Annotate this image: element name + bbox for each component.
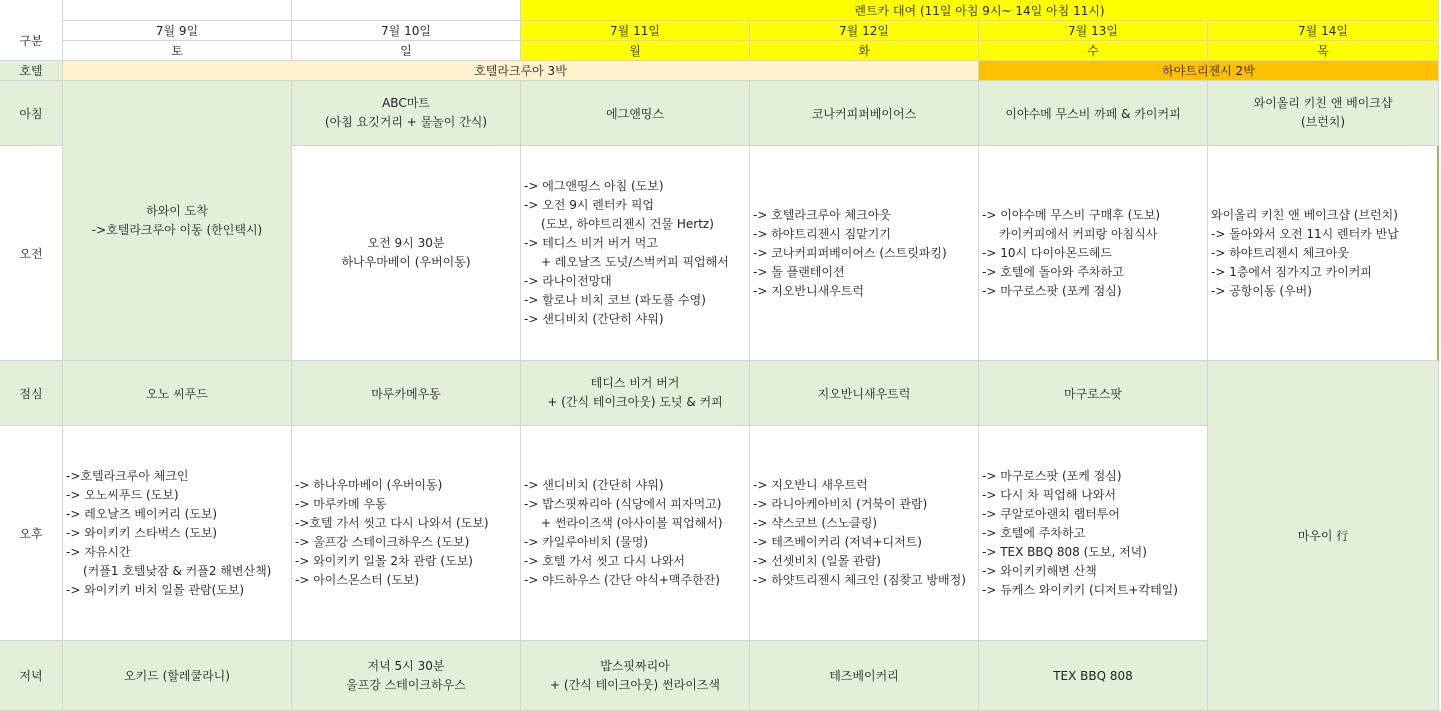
morning-day3[interactable]: -> 에그앤띵스 아침 (도보) -> 오전 9시 렌터카 픽업 (도보, 하야트리젠시 건물 Hertz) -> 테디스 비거 버거 먹고 + 레오날즈 도넛/스벅커피 픽업해서 -> 라나이전망대 -> 할로나 비치 코브 (파도풀 수영) -> 샌디비치 (간단히 샤워)	[521, 146, 750, 361]
morning-day4[interactable]: -> 호텔라크루아 체크아웃 -> 하야트리젠시 짐맡기기 -> 코나커피퍼베이어스 (스트릿파킹) -> 돌 플랜테이션 -> 지오반니새우트럭	[750, 146, 979, 361]
morning-day2[interactable]: 오전 9시 30분 하나우마베이 (우버이동)	[292, 146, 521, 361]
afternoon-day2[interactable]: -> 하나우마베이 (우버이동) -> 마루카메 우동 ->호텔 가서 씻고 다시 나와서 (도보) -> 울프강 스테이크하우스 (도보) -> 와이키키 일몰 2차 관람 (도보) -> 아이스몬스터 (도보)	[292, 426, 521, 641]
lunch-day5[interactable]: 마구로스팟	[979, 361, 1208, 426]
dow-day3[interactable]: 월	[521, 41, 750, 61]
lunch-day4[interactable]: 지오반니새우트럭	[750, 361, 979, 426]
hotel-first[interactable]: 호텔라크루아 3박	[63, 61, 979, 81]
afternoon-day4[interactable]: -> 지오반니 새우트럭 -> 라니아케아비치 (거북이 관람) -> 샥스코브 (스노클링) -> 테즈베이커리 (저녁+디저트) -> 선셋비치 (일몰 관람) -> 하얏트리젠시 체크인 (짐찾고 방배정)	[750, 426, 979, 641]
gubun-label-top[interactable]	[0, 4, 63, 21]
date-day3[interactable]: 7월 11일	[521, 21, 750, 41]
hotel-label[interactable]: 호텔	[0, 61, 63, 81]
header-blank-2[interactable]	[292, 4, 521, 21]
date-day6[interactable]: 7월 14일	[1208, 21, 1439, 41]
lunch-day1[interactable]: 오노 씨푸드	[63, 361, 292, 426]
afternoon-day5[interactable]: -> 마구로스팟 (포케 점심) -> 다시 차 픽업해 나와서 -> 쿠알로아랜치 랩터투어 -> 호텔에 주차하고 -> TEX BBQ 808 (도보, 저녁) -> 와이키키해변 산책 -> 듀케스 와이키키 (디저트+칵테일)	[979, 426, 1208, 641]
morning-label[interactable]: 오전	[0, 146, 63, 361]
lunch-day2[interactable]: 마루카메우동	[292, 361, 521, 426]
breakfast-day6[interactable]: 와이올리 키친 앤 베이크샵 (브런치)	[1208, 81, 1439, 146]
dinner-label[interactable]: 저녁	[0, 641, 63, 711]
afternoon-label[interactable]: 오후	[0, 426, 63, 641]
dinner-day5[interactable]: TEX BBQ 808	[979, 641, 1208, 711]
dow-day4[interactable]: 화	[750, 41, 979, 61]
lunch-label[interactable]: 점심	[0, 361, 63, 426]
dinner-day3[interactable]: 밥스핏짜리아 + (간식 테이크아웃) 썬라이즈색	[521, 641, 750, 711]
afternoon-day1[interactable]: ->호텔라크루아 체크인 -> 오노씨푸드 (도보) -> 레오날즈 베이커리 (도보) -> 와이키키 스타벅스 (도보) -> 자유시간 (커플1 호텔낮잠 & 커플2 해변산책) -> 와이키키 비치 일몰 관람(도보)	[63, 426, 292, 641]
lunch-day3[interactable]: 테디스 비거 버거 + (간식 테이크아웃) 도넛 & 커피	[521, 361, 750, 426]
date-day4[interactable]: 7월 12일	[750, 21, 979, 41]
hotel-second[interactable]: 하야트리젠시 2박	[979, 61, 1439, 81]
afternoon-day3[interactable]: -> 샌디비치 (간단히 샤워) -> 밥스핏짜리아 (식당에서 피자먹고) + 썬라이즈색 (아사이볼 픽업해서) -> 카일루아비치 (물멍) -> 호텔 가서 씻고 다시 나와서 -> 야드하우스 (간단 야식+맥주한잔)	[521, 426, 750, 641]
date-day1[interactable]: 7월 9일	[63, 21, 292, 41]
maui-merged[interactable]: 마우이 行	[1208, 361, 1439, 711]
dow-day1[interactable]: 토	[63, 41, 292, 61]
morning-day6[interactable]: 와이올리 키친 앤 베이크샵 (브런치) -> 돌아와서 오전 11시 렌터카 반납 -> 하야트리젠시 체크아웃 -> 1층에서 짐가지고 카이커피 -> 공항이동 (우버)	[1208, 146, 1439, 361]
breakfast-label[interactable]: 아침	[0, 81, 63, 146]
breakfast-day4[interactable]: 코나커피퍼베이어스	[750, 81, 979, 146]
dow-day2[interactable]: 일	[292, 41, 521, 61]
dow-day6[interactable]: 목	[1208, 41, 1439, 61]
rental-banner[interactable]	[521, 0, 1439, 21]
day1-arrival-merged[interactable]: 하와이 도착 ->호텔라크루아 이동 (한인택시)	[63, 81, 292, 361]
morning-day5[interactable]: -> 이야수메 무스비 구매후 (도보) 카이커피에서 커피랑 아침식사 -> 10시 다이아몬드헤드 -> 호텔에 돌아와 주차하고 -> 마구로스팟 (포케 점심)	[979, 146, 1208, 361]
date-day2[interactable]: 7월 10일	[292, 21, 521, 41]
date-day5[interactable]: 7월 13일	[979, 21, 1208, 41]
header-blank-1[interactable]	[63, 4, 292, 21]
dinner-day1[interactable]: 오키드 (할레쿨라니)	[63, 641, 292, 711]
dinner-day2[interactable]: 저녁 5시 30분 울프강 스테이크하우스	[292, 641, 521, 711]
breakfast-day2[interactable]: ABC마트 (아침 요깃거리 + 물놀이 간식)	[292, 81, 521, 146]
dow-day5[interactable]: 수	[979, 41, 1208, 61]
rental-banner-text: 렌트카 대여 (11일 아침 9시~ 14일 아침 11시)	[854, 3, 1105, 18]
breakfast-day3[interactable]: 에그앤띵스	[521, 81, 750, 146]
breakfast-day5[interactable]: 이야수메 무스비 까페 & 카이커피	[979, 81, 1208, 146]
dinner-day4[interactable]: 테즈베이커리	[750, 641, 979, 711]
gubun-label[interactable]: 구분	[0, 21, 63, 61]
